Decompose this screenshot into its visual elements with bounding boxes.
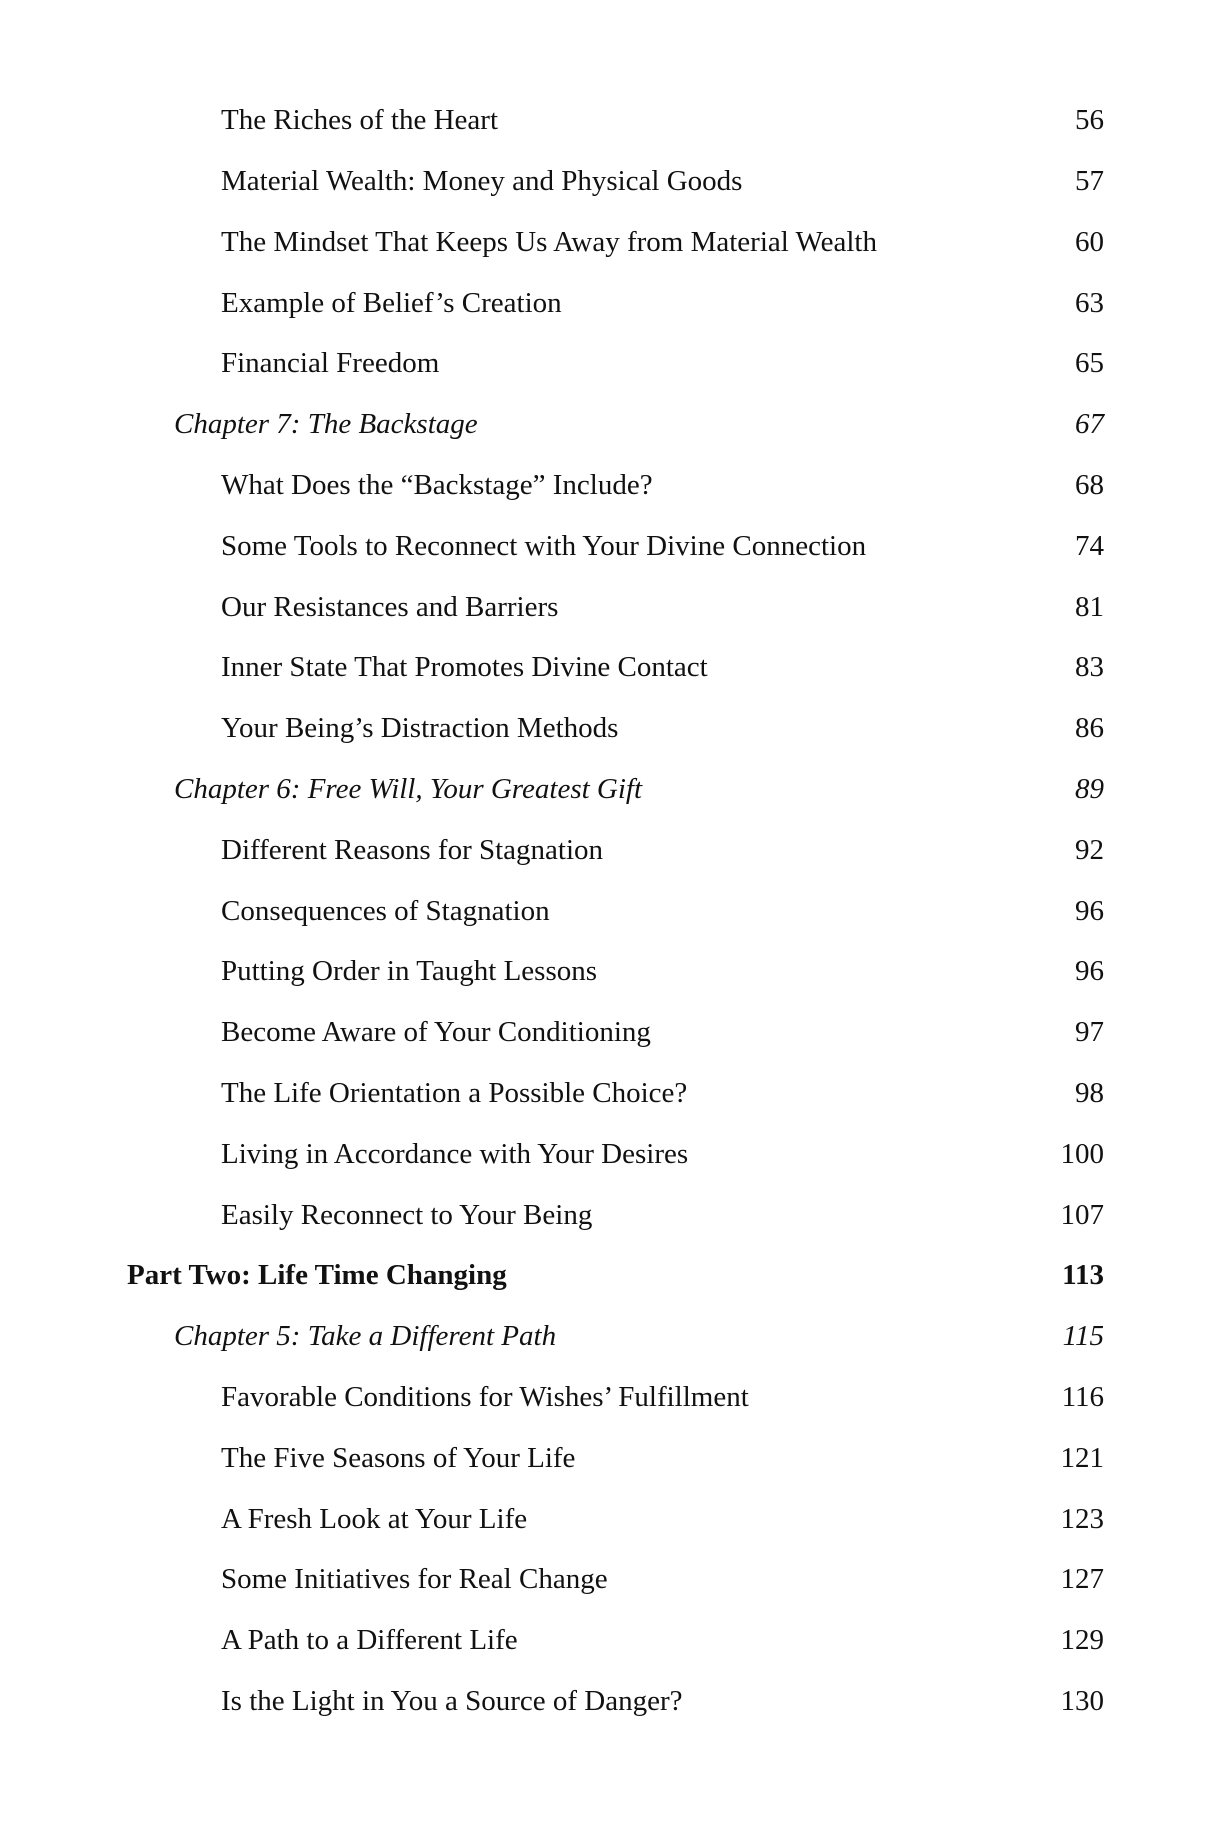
toc-entry: [0, 881, 1228, 941]
toc-entry-page: 96: [1075, 955, 1104, 987]
toc-entry-title: Some Tools to Reconnect with Your Divine Connection: [221, 530, 867, 562]
toc-entry: [0, 637, 1228, 697]
toc-entry-page: 130: [1060, 1685, 1104, 1717]
toc-entry-page: 97: [1075, 1016, 1104, 1048]
toc-entry-page: 56: [1075, 104, 1104, 136]
toc-part-title: Part Two: Life Time Changing: [127, 1259, 507, 1291]
toc-entry: [0, 151, 1228, 211]
toc-entry-title: Example of Belief’s Creation: [221, 287, 562, 319]
toc-entry: [0, 516, 1228, 576]
toc-entry-title: Consequences of Stagnation: [221, 895, 550, 927]
toc-entry-title: The Life Orientation a Possible Choice?: [221, 1077, 688, 1109]
toc-entry-title: Easily Reconnect to Your Being: [221, 1199, 593, 1231]
toc-entry-page: 57: [1075, 165, 1104, 197]
toc-entry-title: Is the Light in You a Source of Danger?: [221, 1685, 683, 1717]
toc-entry-page: 83: [1075, 651, 1104, 683]
toc-entry-page: 60: [1075, 226, 1104, 258]
toc-entry-title: The Five Seasons of Your Life: [221, 1442, 576, 1474]
toc-entry-title: The Riches of the Heart: [221, 104, 499, 136]
toc-entry: [0, 1367, 1228, 1427]
toc-entry-page: 96: [1075, 895, 1104, 927]
toc-entry: [0, 1671, 1228, 1731]
toc-entry-page: 65: [1075, 347, 1104, 379]
toc-entry: [0, 820, 1228, 880]
toc-entry-page: 100: [1060, 1138, 1104, 1170]
toc-entry-page: 116: [1061, 1381, 1104, 1413]
toc-entry-page: 98: [1075, 1077, 1104, 1109]
toc-entry: [0, 212, 1228, 272]
toc-chapter-title: Chapter 5: Take a Different Path: [174, 1320, 557, 1352]
toc-entry: [0, 1489, 1228, 1549]
toc-entry-title: Become Aware of Your Conditioning: [221, 1016, 651, 1048]
toc-entry: [0, 1002, 1228, 1062]
toc-entry: [0, 333, 1228, 393]
toc-entry: [0, 90, 1228, 150]
toc-entry-page: 121: [1060, 1442, 1104, 1474]
toc-entry: [0, 577, 1228, 637]
toc-entry-page: 123: [1060, 1503, 1104, 1535]
toc-entry-title: Our Resistances and Barriers: [221, 591, 559, 623]
toc-entry-page: 107: [1060, 1199, 1104, 1231]
toc-entry: [0, 1610, 1228, 1670]
toc-chapter-page: 115: [1062, 1320, 1104, 1352]
toc-entry: [0, 941, 1228, 1001]
toc-part-entry: [0, 1245, 1228, 1305]
toc-entry-page: 129: [1060, 1624, 1104, 1656]
toc-entry-title: Your Being’s Distraction Methods: [221, 712, 619, 744]
toc-chapter-title: Chapter 6: Free Will, Your Greatest Gift: [174, 773, 643, 805]
toc-entry-title: What Does the “Backstage” Include?: [221, 469, 653, 501]
toc-entry-title: Putting Order in Taught Lessons: [221, 955, 598, 987]
toc-chapter-entry: [0, 394, 1228, 454]
toc-entry: [0, 1549, 1228, 1609]
toc-entry-title: The Mindset That Keeps Us Away from Material Wealth: [221, 226, 877, 258]
toc-entry-title: Some Initiatives for Real Change: [221, 1563, 608, 1595]
toc-entry-page: 86: [1075, 712, 1104, 744]
toc-entry: [0, 455, 1228, 515]
toc-entry-page: 63: [1075, 287, 1104, 319]
toc-entry: [0, 273, 1228, 333]
toc-entry-page: 81: [1075, 591, 1104, 623]
toc-entry-page: 127: [1060, 1563, 1104, 1595]
toc-chapter-entry: [0, 759, 1228, 819]
toc-entry-title: Favorable Conditions for Wishes’ Fulfillment: [221, 1381, 749, 1413]
toc-entry-title: A Fresh Look at Your Life: [221, 1503, 528, 1535]
toc-entry: [0, 1124, 1228, 1184]
toc-entry-title: Financial Freedom: [221, 347, 440, 379]
toc-chapter-page: 89: [1075, 773, 1104, 805]
toc-entry-title: Living in Accordance with Your Desires: [221, 1138, 689, 1170]
toc-chapter-page: 67: [1075, 408, 1104, 440]
toc-entry-title: A Path to a Different Life: [221, 1624, 518, 1656]
toc-part-page: 113: [1062, 1259, 1104, 1291]
toc-entry: [0, 698, 1228, 758]
toc-chapter-entry: [0, 1306, 1228, 1366]
toc-chapter-title: Chapter 7: The Backstage: [174, 408, 478, 440]
toc-entry-page: 92: [1075, 834, 1104, 866]
toc-entry-page: 68: [1075, 469, 1104, 501]
toc-entry: [0, 1428, 1228, 1488]
toc-entry: [0, 1185, 1228, 1245]
toc-entry-title: Material Wealth: Money and Physical Goods: [221, 165, 743, 197]
toc-entry-title: Different Reasons for Stagnation: [221, 834, 604, 866]
toc-entry-title: Inner State That Promotes Divine Contact: [221, 651, 708, 683]
toc-entry-page: 74: [1075, 530, 1104, 562]
toc-entry: [0, 1063, 1228, 1123]
